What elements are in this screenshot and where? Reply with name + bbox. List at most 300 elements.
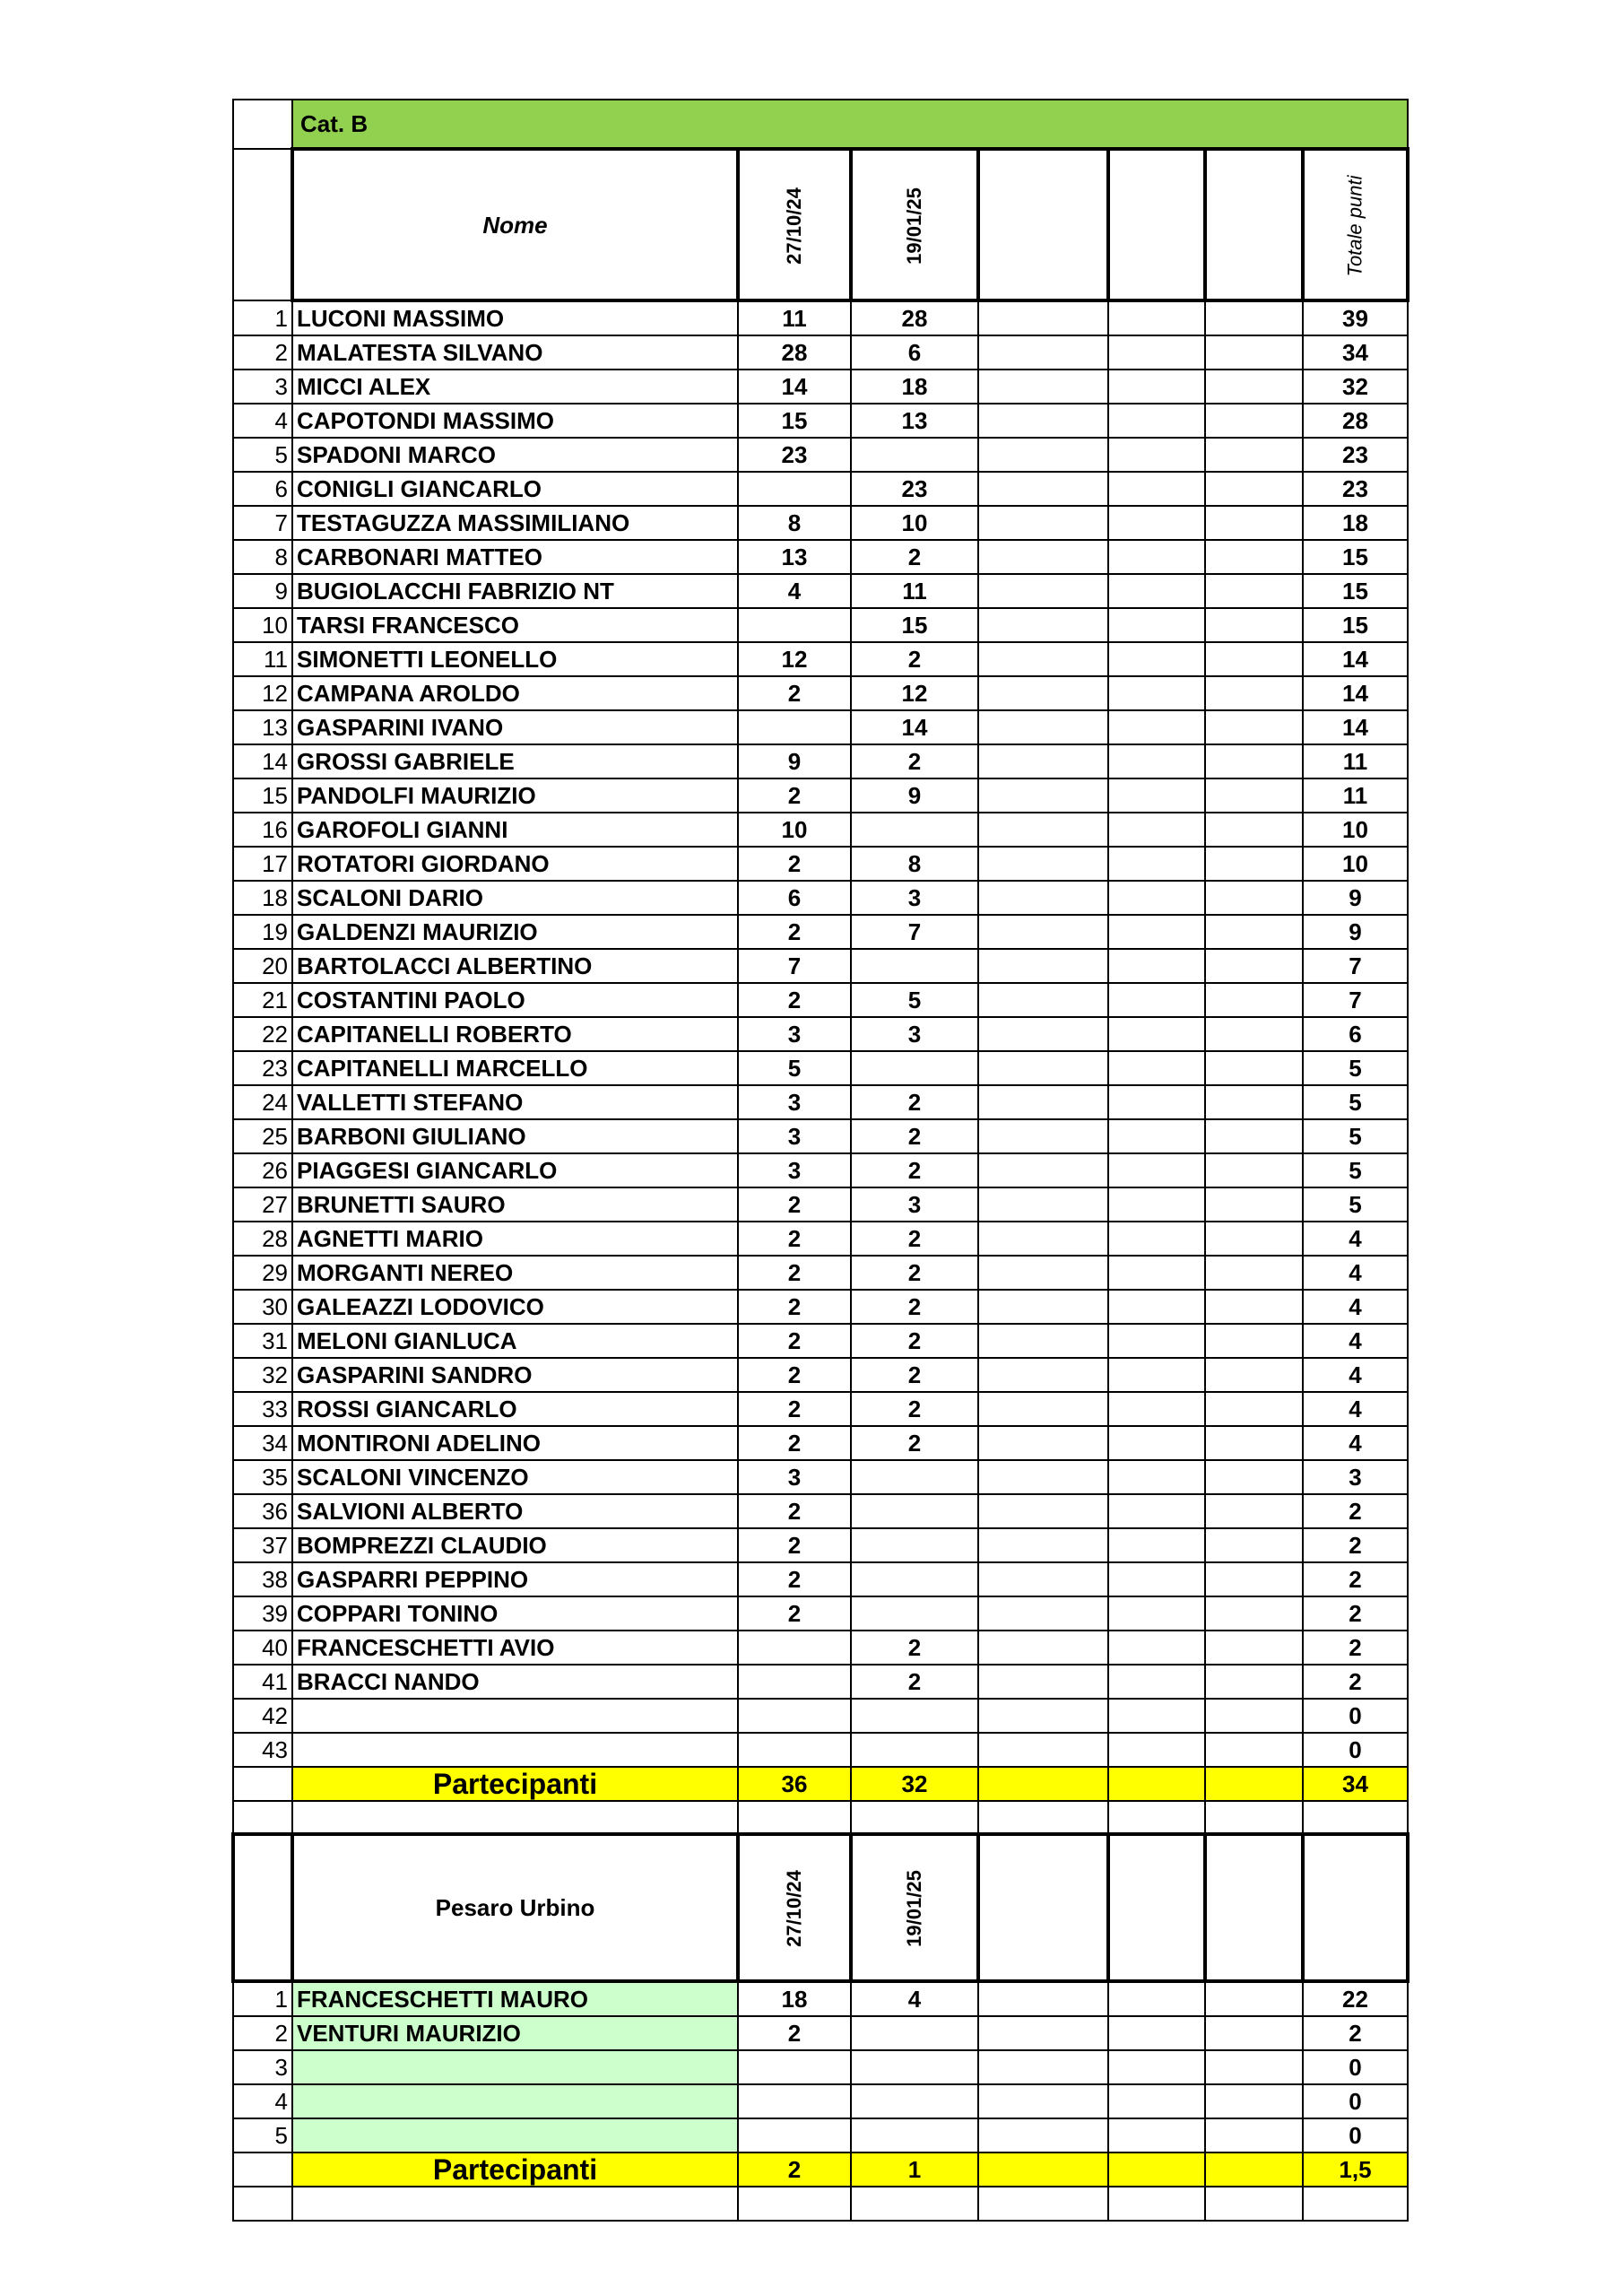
participants-label: Partecipanti <box>292 2152 738 2187</box>
participants-date1: 36 <box>738 1767 851 1801</box>
score-empty <box>1205 915 1303 949</box>
score-empty <box>1205 710 1303 744</box>
participants-total: 1,5 <box>1303 2152 1408 2187</box>
row-number: 18 <box>233 881 292 915</box>
table-row <box>233 438 1408 472</box>
score-date2: 2 <box>851 1392 978 1426</box>
score-empty <box>1205 300 1303 335</box>
score-empty <box>1108 983 1205 1017</box>
row-number: 8 <box>233 540 292 574</box>
score-date1: 2 <box>738 676 851 710</box>
empty-column-header <box>978 1834 1108 1981</box>
score-empty <box>978 608 1108 642</box>
score-empty <box>1108 1222 1205 1256</box>
total-points: 34 <box>1303 335 1408 370</box>
section2-header-row <box>233 1834 1408 1981</box>
row-number: 19 <box>233 915 292 949</box>
table-row <box>233 1528 1408 1562</box>
total-points: 2 <box>1303 1562 1408 1596</box>
score-empty <box>1108 1085 1205 1119</box>
score-empty <box>978 1290 1108 1324</box>
table-row <box>233 676 1408 710</box>
score-date1 <box>738 1631 851 1665</box>
score-empty <box>1205 1596 1303 1631</box>
row-number: 13 <box>233 710 292 744</box>
row-number: 26 <box>233 1153 292 1187</box>
score-date1: 2 <box>738 915 851 949</box>
table-row <box>233 642 1408 676</box>
score-empty <box>1205 2050 1303 2084</box>
corner-cell <box>233 100 292 149</box>
score-date1: 11 <box>738 300 851 335</box>
player-name: GASPARRI PEPPINO <box>292 1562 738 1596</box>
total-points: 9 <box>1303 915 1408 949</box>
score-date1 <box>738 1699 851 1733</box>
total-points: 5 <box>1303 1187 1408 1222</box>
score-empty <box>1205 1699 1303 1733</box>
score-empty <box>1108 1392 1205 1426</box>
score-empty <box>978 574 1108 608</box>
participants-date2: 32 <box>851 1767 978 1801</box>
score-date1 <box>738 608 851 642</box>
row-number: 30 <box>233 1290 292 1324</box>
blank-cell <box>1205 1801 1303 1834</box>
score-date1: 2 <box>738 1222 851 1256</box>
score-empty <box>1108 1733 1205 1767</box>
row-number: 27 <box>233 1187 292 1222</box>
empty-column-header <box>1205 149 1303 300</box>
table-row <box>233 1256 1408 1290</box>
row-number: 42 <box>233 1699 292 1733</box>
total-points: 39 <box>1303 300 1408 335</box>
score-date2: 13 <box>851 404 978 438</box>
score-date2: 9 <box>851 778 978 813</box>
score-date2: 2 <box>851 1324 978 1358</box>
score-empty <box>1108 335 1205 370</box>
score-date2: 28 <box>851 300 978 335</box>
score-empty <box>1108 915 1205 949</box>
score-date2: 3 <box>851 881 978 915</box>
score-date2 <box>851 2084 978 2118</box>
blank-cell <box>1303 1801 1408 1834</box>
score-date2 <box>851 1528 978 1562</box>
score-empty <box>1108 1562 1205 1596</box>
empty-column-header <box>1108 1834 1205 1981</box>
total-points: 4 <box>1303 1256 1408 1290</box>
blank-cell <box>292 2187 738 2221</box>
participants-empty <box>1108 1767 1205 1801</box>
score-empty <box>1108 1187 1205 1222</box>
total-points: 18 <box>1303 506 1408 540</box>
score-date1: 13 <box>738 540 851 574</box>
player-name: SPADONI MARCO <box>292 438 738 472</box>
category-title: Cat. B <box>292 100 1408 149</box>
score-date2: 6 <box>851 335 978 370</box>
score-date2: 11 <box>851 574 978 608</box>
player-name: GASPARINI SANDRO <box>292 1358 738 1392</box>
score-date2: 2 <box>851 1358 978 1392</box>
score-empty <box>1205 370 1303 404</box>
score-empty <box>1205 1290 1303 1324</box>
player-name <box>292 1699 738 1733</box>
score-empty <box>978 506 1108 540</box>
score-empty <box>1205 778 1303 813</box>
player-name: MICCI ALEX <box>292 370 738 404</box>
row-number: 9 <box>233 574 292 608</box>
player-name: CAPOTONDI MASSIMO <box>292 404 738 438</box>
score-empty <box>1108 438 1205 472</box>
total-points: 14 <box>1303 642 1408 676</box>
score-empty <box>978 642 1108 676</box>
player-name: BRACCI NANDO <box>292 1665 738 1699</box>
score-empty <box>1205 1426 1303 1460</box>
score-empty <box>978 1596 1108 1631</box>
score-date2: 2 <box>851 1119 978 1153</box>
score-empty <box>1108 949 1205 983</box>
score-empty <box>1108 1017 1205 1051</box>
score-empty <box>978 1085 1108 1119</box>
table-row <box>233 335 1408 370</box>
score-date2: 2 <box>851 744 978 778</box>
table-row <box>233 1324 1408 1358</box>
score-empty <box>1205 404 1303 438</box>
player-name: SCALONI DARIO <box>292 881 738 915</box>
participants-total: 34 <box>1303 1767 1408 1801</box>
table-row <box>233 1119 1408 1153</box>
score-empty <box>1108 1358 1205 1392</box>
player-name: CONIGLI GIANCARLO <box>292 472 738 506</box>
score-date2: 2 <box>851 642 978 676</box>
total-points: 2 <box>1303 1631 1408 1665</box>
score-date2: 18 <box>851 370 978 404</box>
score-empty <box>978 1358 1108 1392</box>
player-name <box>292 2118 738 2152</box>
score-date1: 4 <box>738 574 851 608</box>
score-date1: 3 <box>738 1460 851 1494</box>
score-empty <box>1108 1324 1205 1358</box>
score-date2: 23 <box>851 472 978 506</box>
score-empty <box>1108 1665 1205 1699</box>
table-row <box>233 881 1408 915</box>
score-empty <box>1205 881 1303 915</box>
score-empty <box>978 1562 1108 1596</box>
row-number: 29 <box>233 1256 292 1290</box>
score-date2: 7 <box>851 915 978 949</box>
player-name: CARBONARI MATTEO <box>292 540 738 574</box>
score-empty <box>978 1187 1108 1222</box>
score-date2: 10 <box>851 506 978 540</box>
score-empty <box>978 1392 1108 1426</box>
score-empty <box>1205 1051 1303 1085</box>
score-empty <box>1108 472 1205 506</box>
score-date2: 2 <box>851 1153 978 1187</box>
table-row <box>233 1222 1408 1256</box>
empty-column-header <box>1205 1834 1303 1981</box>
score-empty <box>1205 676 1303 710</box>
total-points: 23 <box>1303 438 1408 472</box>
blank-cell <box>1108 2187 1205 2221</box>
score-date1 <box>738 2084 851 2118</box>
header-num-cell <box>233 1834 292 1981</box>
score-empty <box>1205 1324 1303 1358</box>
score-date2 <box>851 1562 978 1596</box>
score-empty <box>1108 1631 1205 1665</box>
score-empty <box>1108 370 1205 404</box>
player-name: CAPITANELLI MARCELLO <box>292 1051 738 1085</box>
row-number: 39 <box>233 1596 292 1631</box>
score-empty <box>978 335 1108 370</box>
total-points: 2 <box>1303 1494 1408 1528</box>
score-empty <box>1108 2050 1205 2084</box>
score-date1: 28 <box>738 335 851 370</box>
row-number: 22 <box>233 1017 292 1051</box>
score-empty <box>978 710 1108 744</box>
score-date1: 6 <box>738 881 851 915</box>
score-date1: 2 <box>738 1596 851 1631</box>
player-name: CAPITANELLI ROBERTO <box>292 1017 738 1051</box>
total-points: 32 <box>1303 370 1408 404</box>
table-row <box>233 540 1408 574</box>
score-empty <box>978 676 1108 710</box>
player-name <box>292 2084 738 2118</box>
total-points: 6 <box>1303 1017 1408 1051</box>
score-date2: 2 <box>851 1256 978 1290</box>
category-title-row <box>233 100 1408 149</box>
score-empty <box>1108 1596 1205 1631</box>
score-empty <box>978 1153 1108 1187</box>
blank-cell <box>1205 2187 1303 2221</box>
score-empty <box>1205 1665 1303 1699</box>
table-row <box>233 1981 1408 2016</box>
player-name <box>292 1733 738 1767</box>
row-number: 1 <box>233 1981 292 2016</box>
score-empty <box>1108 1256 1205 1290</box>
score-date1: 2 <box>738 1290 851 1324</box>
score-empty <box>978 1256 1108 1290</box>
score-date2 <box>851 438 978 472</box>
total-points: 4 <box>1303 1426 1408 1460</box>
total-points: 15 <box>1303 540 1408 574</box>
row-number: 6 <box>233 472 292 506</box>
total-points: 2 <box>1303 1528 1408 1562</box>
player-name: ROTATORI GIORDANO <box>292 847 738 881</box>
row-number: 2 <box>233 2016 292 2050</box>
score-empty <box>1205 1256 1303 1290</box>
score-empty <box>1108 1699 1205 1733</box>
total-points: 0 <box>1303 1699 1408 1733</box>
empty-column-header <box>978 149 1108 300</box>
score-date1: 5 <box>738 1051 851 1085</box>
table-row <box>233 1699 1408 1733</box>
row-number: 20 <box>233 949 292 983</box>
participants-date2: 1 <box>851 2152 978 2187</box>
score-date1: 2 <box>738 847 851 881</box>
empty-column-header <box>1108 149 1205 300</box>
header-row <box>233 149 1408 300</box>
player-name: FRANCESCHETTI MAURO <box>292 1981 738 2016</box>
player-name: LUCONI MASSIMO <box>292 300 738 335</box>
total-points: 2 <box>1303 1665 1408 1699</box>
blank-cell <box>1303 2187 1408 2221</box>
score-date2 <box>851 1494 978 1528</box>
player-name <box>292 2050 738 2084</box>
score-date1: 7 <box>738 949 851 983</box>
score-date1: 3 <box>738 1153 851 1187</box>
row-number: 5 <box>233 2118 292 2152</box>
player-name: CAMPANA AROLDO <box>292 676 738 710</box>
table-row <box>233 1153 1408 1187</box>
blank-cell <box>233 2187 292 2221</box>
total-points: 9 <box>1303 881 1408 915</box>
score-empty <box>1205 1494 1303 1528</box>
score-empty <box>1205 1733 1303 1767</box>
row-number: 37 <box>233 1528 292 1562</box>
score-date2 <box>851 949 978 983</box>
score-empty <box>1205 949 1303 983</box>
player-name: MORGANTI NEREO <box>292 1256 738 1290</box>
score-date2: 2 <box>851 1085 978 1119</box>
score-empty <box>1205 438 1303 472</box>
score-empty <box>978 813 1108 847</box>
row-number: 38 <box>233 1562 292 1596</box>
score-date1: 2 <box>738 1324 851 1358</box>
score-date2: 2 <box>851 1426 978 1460</box>
score-empty <box>978 2118 1108 2152</box>
score-empty <box>978 1665 1108 1699</box>
score-empty <box>1108 642 1205 676</box>
table-row <box>233 1051 1408 1085</box>
table-row <box>233 1494 1408 1528</box>
row-number: 11 <box>233 642 292 676</box>
score-empty <box>978 2050 1108 2084</box>
total-points: 0 <box>1303 2084 1408 2118</box>
player-name: GAROFOLI GIANNI <box>292 813 738 847</box>
score-empty <box>978 1981 1108 2016</box>
score-empty <box>1205 2016 1303 2050</box>
player-name: SIMONETTI LEONELLO <box>292 642 738 676</box>
score-date2: 2 <box>851 1222 978 1256</box>
blank-cell <box>1108 1801 1205 1834</box>
score-date2 <box>851 2118 978 2152</box>
player-name: COPPARI TONINO <box>292 1596 738 1631</box>
score-empty <box>978 881 1108 915</box>
score-empty <box>978 404 1108 438</box>
score-date1: 2 <box>738 1256 851 1290</box>
table-row <box>233 2084 1408 2118</box>
total-points: 7 <box>1303 983 1408 1017</box>
player-name: BARTOLACCI ALBERTINO <box>292 949 738 983</box>
score-empty <box>1205 472 1303 506</box>
total-points: 11 <box>1303 778 1408 813</box>
score-empty <box>978 778 1108 813</box>
score-date2: 2 <box>851 1665 978 1699</box>
row-number: 34 <box>233 1426 292 1460</box>
player-name: GASPARINI IVANO <box>292 710 738 744</box>
score-date2 <box>851 813 978 847</box>
score-empty <box>1108 1460 1205 1494</box>
table-row <box>233 778 1408 813</box>
total-points: 4 <box>1303 1290 1408 1324</box>
row-number: 3 <box>233 2050 292 2084</box>
table-row <box>233 744 1408 778</box>
player-name: BARBONI GIULIANO <box>292 1119 738 1153</box>
row-number: 16 <box>233 813 292 847</box>
score-empty <box>978 1017 1108 1051</box>
section2-date1-header <box>738 1834 851 1981</box>
score-empty <box>1205 1358 1303 1392</box>
score-date2: 3 <box>851 1017 978 1051</box>
table-row <box>233 915 1408 949</box>
total-column-header <box>1303 149 1408 300</box>
score-empty <box>1108 2016 1205 2050</box>
ranking-table <box>231 99 1409 2222</box>
blank-cell <box>978 2187 1108 2221</box>
blank-row <box>233 2187 1408 2221</box>
row-number: 33 <box>233 1392 292 1426</box>
player-name: MONTIRONI ADELINO <box>292 1426 738 1460</box>
date2-label: 19/01/25 <box>902 187 925 265</box>
score-empty <box>1108 676 1205 710</box>
section2-date2-label: 19/01/25 <box>902 1870 925 1947</box>
table-row <box>233 574 1408 608</box>
score-empty <box>1205 1528 1303 1562</box>
score-empty <box>1108 710 1205 744</box>
player-name: BRUNETTI SAURO <box>292 1187 738 1222</box>
row-number: 17 <box>233 847 292 881</box>
score-date1: 2 <box>738 1494 851 1528</box>
table-row <box>233 1460 1408 1494</box>
score-empty <box>1108 847 1205 881</box>
score-empty <box>1205 1119 1303 1153</box>
blank-cell <box>851 2187 978 2221</box>
total-points: 2 <box>1303 1596 1408 1631</box>
score-empty <box>978 949 1108 983</box>
score-empty <box>978 983 1108 1017</box>
score-date2: 2 <box>851 1631 978 1665</box>
row-number: 28 <box>233 1222 292 1256</box>
score-empty <box>1205 1222 1303 1256</box>
table-row <box>233 813 1408 847</box>
table-row <box>233 506 1408 540</box>
table-row <box>233 1392 1408 1426</box>
blank-cell <box>851 1801 978 1834</box>
score-empty <box>1205 642 1303 676</box>
participants-date1: 2 <box>738 2152 851 2187</box>
score-date2: 2 <box>851 1290 978 1324</box>
score-empty <box>1108 506 1205 540</box>
table-row <box>233 1631 1408 1665</box>
row-number: 25 <box>233 1119 292 1153</box>
blank-row <box>233 1801 1408 1834</box>
participants-num-cell <box>233 2152 292 2187</box>
header-num-cell <box>233 149 292 300</box>
score-date1: 2 <box>738 778 851 813</box>
score-empty <box>1108 813 1205 847</box>
score-empty <box>1108 540 1205 574</box>
total-points: 4 <box>1303 1392 1408 1426</box>
section2-date2-header <box>851 1834 978 1981</box>
score-empty <box>1108 1528 1205 1562</box>
row-number: 21 <box>233 983 292 1017</box>
score-date1: 9 <box>738 744 851 778</box>
player-name: GALEAZZI LODOVICO <box>292 1290 738 1324</box>
score-empty <box>1108 2084 1205 2118</box>
score-empty <box>1108 608 1205 642</box>
row-number: 36 <box>233 1494 292 1528</box>
score-date1 <box>738 2050 851 2084</box>
row-number: 23 <box>233 1051 292 1085</box>
score-empty <box>1108 744 1205 778</box>
